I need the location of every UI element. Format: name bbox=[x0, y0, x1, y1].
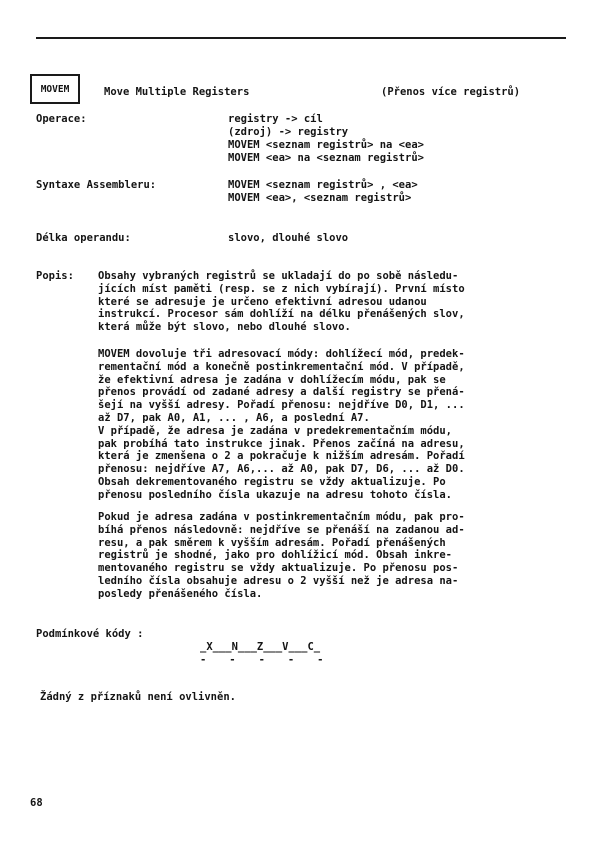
popis-paragraph-1: Obsahy vybraných registrů se ukladají do po sobě následu- jících míst paměti (resp. se z nich vybírají). První místo které se adresuje je určeno efektivní adresou udanou instrukcí. Procesor sám dohlíží na délku přenášených slov, která může být slovo, nebo dlouhé slovo. bbox=[98, 270, 465, 334]
popis-paragraph-2: MOVEM dovoluje tři adresovací módy: dohlížecí mód, predek- rementační mód a konečně postinkrementační mód. V případě, že efektivní adresa je zadána v dohlížecím módu, pak se přenos provádí od zadané adresy a další registry se přená- šejí na vyšší adresy. Pořadí přenosu: nejdříve D0, D1, ... až D7, pak A0, A1, ... , A6, a poslední A7. V případě, že adresa je zadána v predekrementačním módu, pak probíhá tato instrukce jinak. Přenos začíná na adresu, která je zmenšena o 2 a pokračuje k nižším adresám. Pořadí přenosu: nejdříve A7, A6,... až A0, pak D7, D6, ... až D0. Obsah dekrementovaného registru se vždy aktualizuje. Po přenosu posledního čísla ukazuje na adresu tohoto čísla. bbox=[98, 348, 465, 501]
syntaxe-label: Syntaxe Assembleru: bbox=[36, 179, 157, 191]
operace-line: MOVEM <seznam registrů> na <ea> bbox=[228, 139, 424, 151]
operace-line: MOVEM <ea> na <seznam registrů> bbox=[228, 152, 424, 164]
instruction-box bbox=[30, 74, 80, 104]
popis-label: Popis: bbox=[36, 270, 74, 282]
condition-dashes: - - - - - bbox=[200, 654, 325, 666]
instruction-subtitle: (Přenos více registrů) bbox=[381, 86, 521, 98]
flags-note: Žádný z příznaků není ovlivněn. bbox=[40, 691, 236, 703]
popis-paragraph-3: Pokud je adresa zadána v postinkrementačním módu, pak pro- bíhá přenos následovně: nejdříve se přenáší na zadanou ad- resu, a pak směrem k vyšším adresám. Pořadí přenášených registrů je shodné, jako pro dohlížicí mód. Obsah inkre- mentovaného registru se vždy aktualizuje. Po přenosu pos- ledního čísla obsahuje adresu o 2 vyšší než je adresa na- posledy přenášeného čísla. bbox=[98, 511, 465, 600]
top-rule bbox=[36, 37, 566, 39]
delka-label: Délka operandu: bbox=[36, 232, 131, 244]
operace-label: Operace: bbox=[36, 113, 87, 125]
operace-line: (zdroj) -> registry bbox=[228, 126, 349, 138]
condition-flags: _X___N___Z___V___C_ bbox=[200, 641, 321, 653]
podminkove-label: Podmínkové kódy : bbox=[36, 628, 144, 640]
delka-value: slovo, dlouhé slovo bbox=[228, 232, 349, 244]
page-number: 68 bbox=[30, 797, 43, 809]
instruction-box-label: MOVEM bbox=[40, 83, 70, 95]
operace-line: registry -> cíl bbox=[228, 113, 323, 125]
syntaxe-line: MOVEM <seznam registrů> , <ea> bbox=[228, 179, 418, 191]
instruction-title: Move Multiple Registers bbox=[104, 86, 250, 98]
syntaxe-line: MOVEM <ea>, <seznam registrů> bbox=[228, 192, 412, 204]
